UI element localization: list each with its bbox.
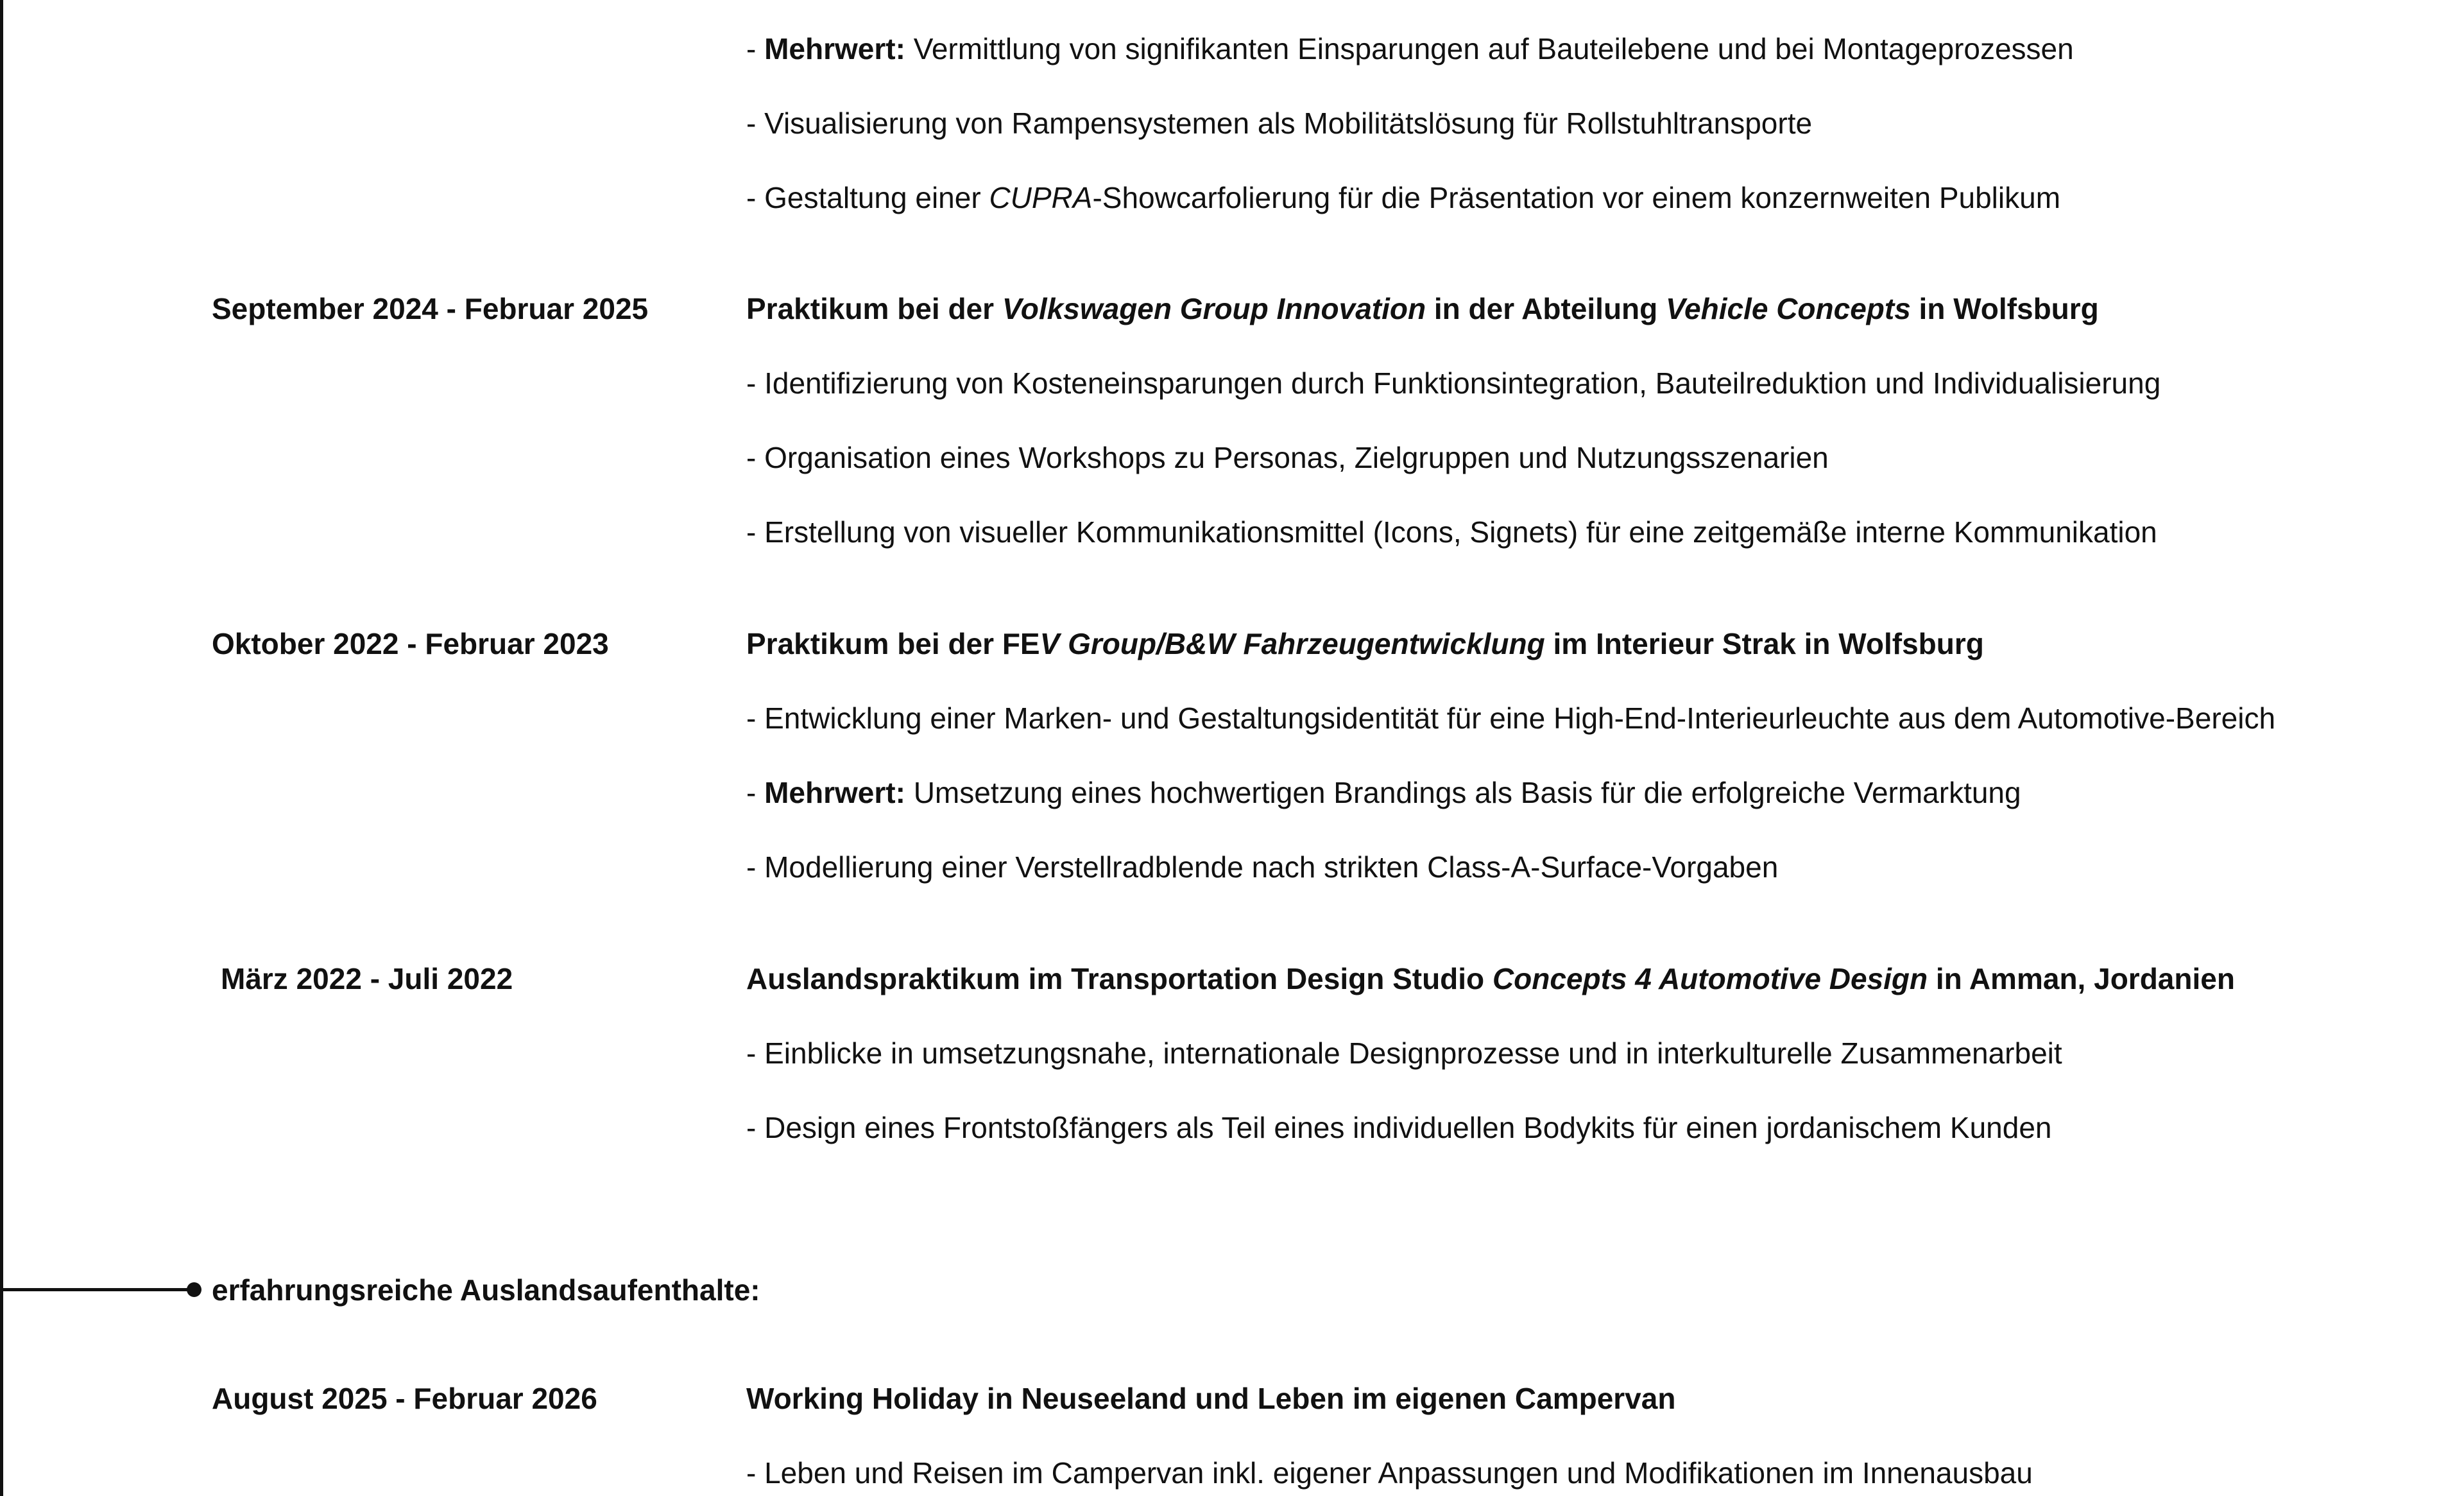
timeline-branch [0,1288,193,1291]
timeline-dot [187,1282,201,1297]
entry-title: Praktikum bei der Volkswagen Group Innovation in der Abteilung Vehicle Concepts in Wolfsburg [746,292,2099,325]
entry-date: September 2024 - Februar 2025 [212,292,649,325]
emphasis-label: Mehrwert: [764,32,905,65]
entry-title: Working Holiday in Neuseeland und Leben im eigenen Campervan [746,1382,1676,1415]
bullet-item: - Mehrwert: Vermittlung von signifikanten Einsparungen auf Bauteilebene und bei Montageprozessen [746,32,2074,65]
bullet-item: - Organisation eines Workshops zu Personas, Zielgruppen und Nutzungsszenarien [746,441,1829,474]
bullet-item: - Leben und Reisen im Campervan inkl. eigener Anpassungen und Modifikationen im Innenausbau [746,1456,2033,1490]
bullet-item: - Visualisierung von Rampensystemen als Mobilitätslösung für Rollstuhltransporte [746,107,1813,140]
timeline-line [0,0,3,1496]
entry-title: Auslandspraktikum im Transportation Design Studio Concepts 4 Automotive Design in Amman, Jordanien [746,962,2235,995]
entry-title: Praktikum bei der FEV Group/B&W Fahrzeugentwicklung im Interieur Strak in Wolfsburg [746,627,1984,660]
entry-date: Oktober 2022 - Februar 2023 [212,627,609,660]
bullet-item: - Entwicklung einer Marken- und Gestaltungsidentität für eine High-End-Interieurleuchte aus dem Automotive-Bereich [746,701,2276,735]
entry-date: August 2025 - Februar 2026 [212,1382,597,1415]
section-heading: erfahrungsreiche Auslandsaufenthalte: [212,1273,760,1307]
bullet-item: - Modellierung einer Verstellradblende nach strikten Class-A-Surface-Vorgaben [746,850,1779,884]
entry-date: März 2022 - Juli 2022 [221,962,513,995]
bullet-item: - Identifizierung von Kosteneinsparungen durch Funktionsintegration, Bauteilreduktion und Individualisierung [746,366,2161,400]
bullet-item: - Gestaltung einer CUPRA-Showcarfolierung für die Präsentation vor einem konzernweiten Publikum [746,181,2061,214]
bullet-item: - Design eines Frontstoßfängers als Teil eines individuellen Bodykits für einen jordanischem Kunden [746,1111,2052,1144]
bullet-item: - Einblicke in umsetzungsnahe, internationale Designprozesse und in interkulturelle Zusammenarbeit [746,1036,2062,1070]
bullet-item: - Erstellung von visueller Kommunikationsmittel (Icons, Signets) für eine zeitgemäße interne Kommunikation [746,515,2157,549]
bullet-item: - Mehrwert: Umsetzung eines hochwertigen Brandings als Basis für die erfolgreiche Vermarktung [746,776,2021,809]
emphasis-label: Mehrwert: [764,776,905,809]
